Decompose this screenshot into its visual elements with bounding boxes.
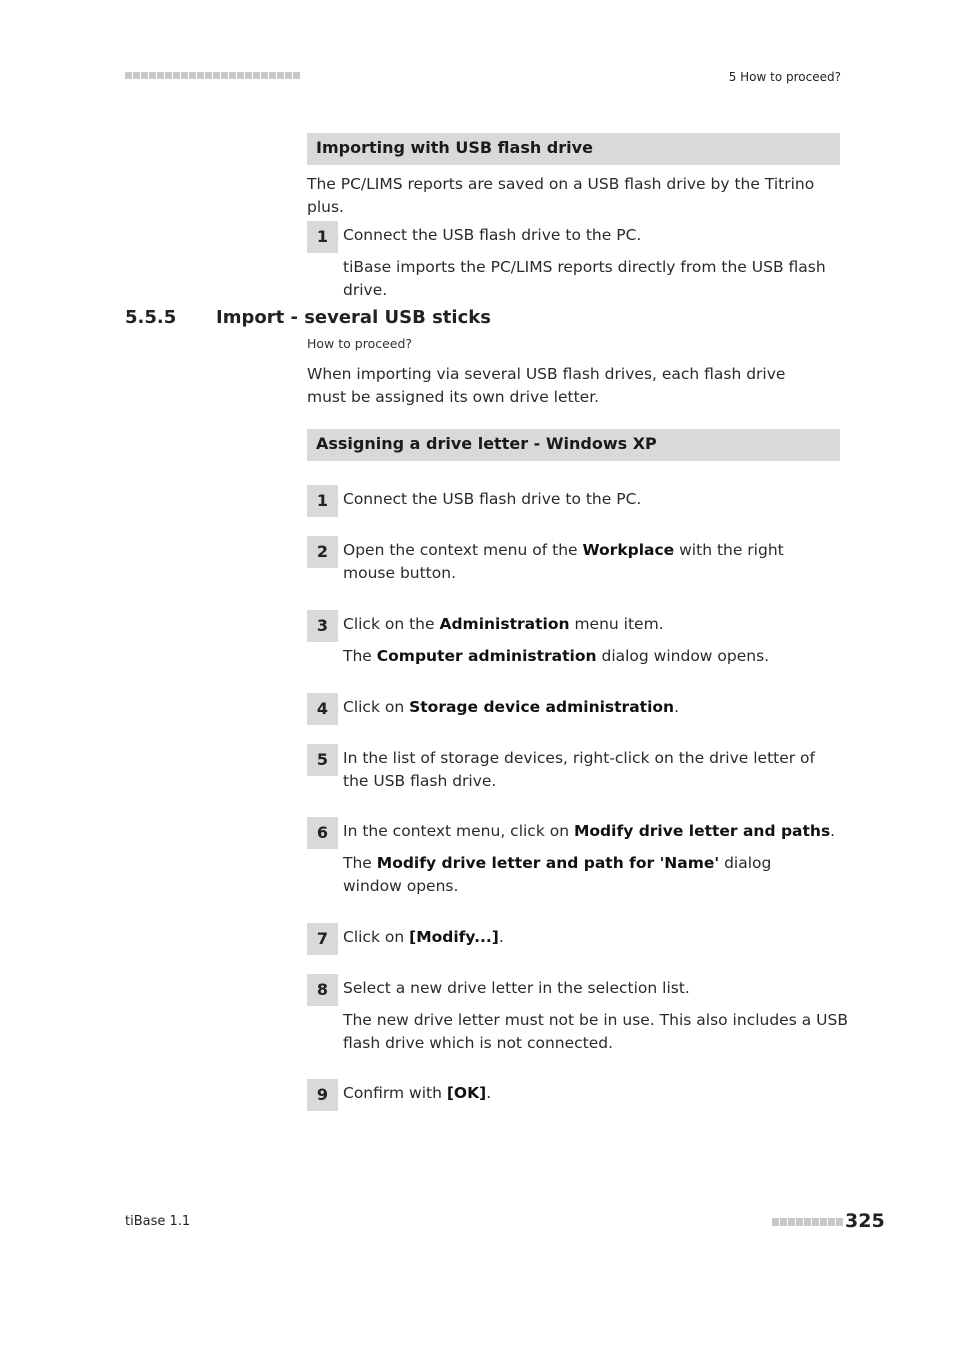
- step-result: The Computer administration dialog window opens.: [343, 647, 770, 665]
- section-number: 5.5.5: [125, 307, 177, 328]
- step-number: 8: [307, 974, 338, 1006]
- running-header: 5 How to proceed?: [728, 70, 841, 84]
- section-title: Import - several USB sticks: [216, 307, 491, 328]
- step-number: 6: [307, 817, 338, 849]
- footer-decoration: [772, 1218, 843, 1226]
- step-result: The Modify drive letter and path for 'Name' dialog window opens.: [343, 854, 772, 895]
- header-decoration: [125, 72, 300, 79]
- step-text: In the context menu, click on Modify drive letter and paths.: [343, 822, 836, 840]
- section-intro: When importing via several USB flash drives, each flash drive must be assigned its own drive letter.: [307, 365, 786, 406]
- importing-intro: The PC/LIMS reports are saved on a USB flash drive by the Titrino plus.: [307, 175, 815, 216]
- assigning-heading: Assigning a drive letter - Windows XP: [307, 429, 840, 461]
- page-number: 325: [845, 1210, 885, 1232]
- step-text: Select a new drive letter in the selection list.: [343, 979, 690, 997]
- importing-heading: Importing with USB flash drive: [307, 133, 840, 165]
- footer-product: tiBase 1.1: [125, 1214, 191, 1229]
- step-number: 5: [307, 744, 338, 776]
- section-subtitle: How to proceed?: [307, 336, 413, 351]
- step-text: In the list of storage devices, right-click on the drive letter of the USB flash drive.: [343, 749, 815, 790]
- step-text: Connect the USB flash drive to the PC.: [343, 226, 642, 244]
- step-number: 4: [307, 693, 338, 725]
- step-text: Click on [Modify...].: [343, 928, 504, 946]
- step-text: Connect the USB flash drive to the PC.: [343, 490, 642, 508]
- step-result: The new drive letter must not be in use. This also includes a USB flash drive which is not connected.: [343, 1011, 848, 1052]
- step-result: tiBase imports the PC/LIMS reports directly from the USB flash drive.: [343, 258, 826, 299]
- step-number: 3: [307, 610, 338, 642]
- step-number: 2: [307, 536, 338, 568]
- step-text: Click on the Administration menu item.: [343, 615, 664, 633]
- step-text: Open the context menu of the Workplace with the right mouse button.: [343, 541, 784, 582]
- step-text: Confirm with [OK].: [343, 1084, 492, 1102]
- step-number: 1: [307, 485, 338, 517]
- step-number: 1: [307, 221, 338, 253]
- step-text: Click on Storage device administration.: [343, 698, 680, 716]
- step-number: 9: [307, 1079, 338, 1111]
- step-number: 7: [307, 923, 338, 955]
